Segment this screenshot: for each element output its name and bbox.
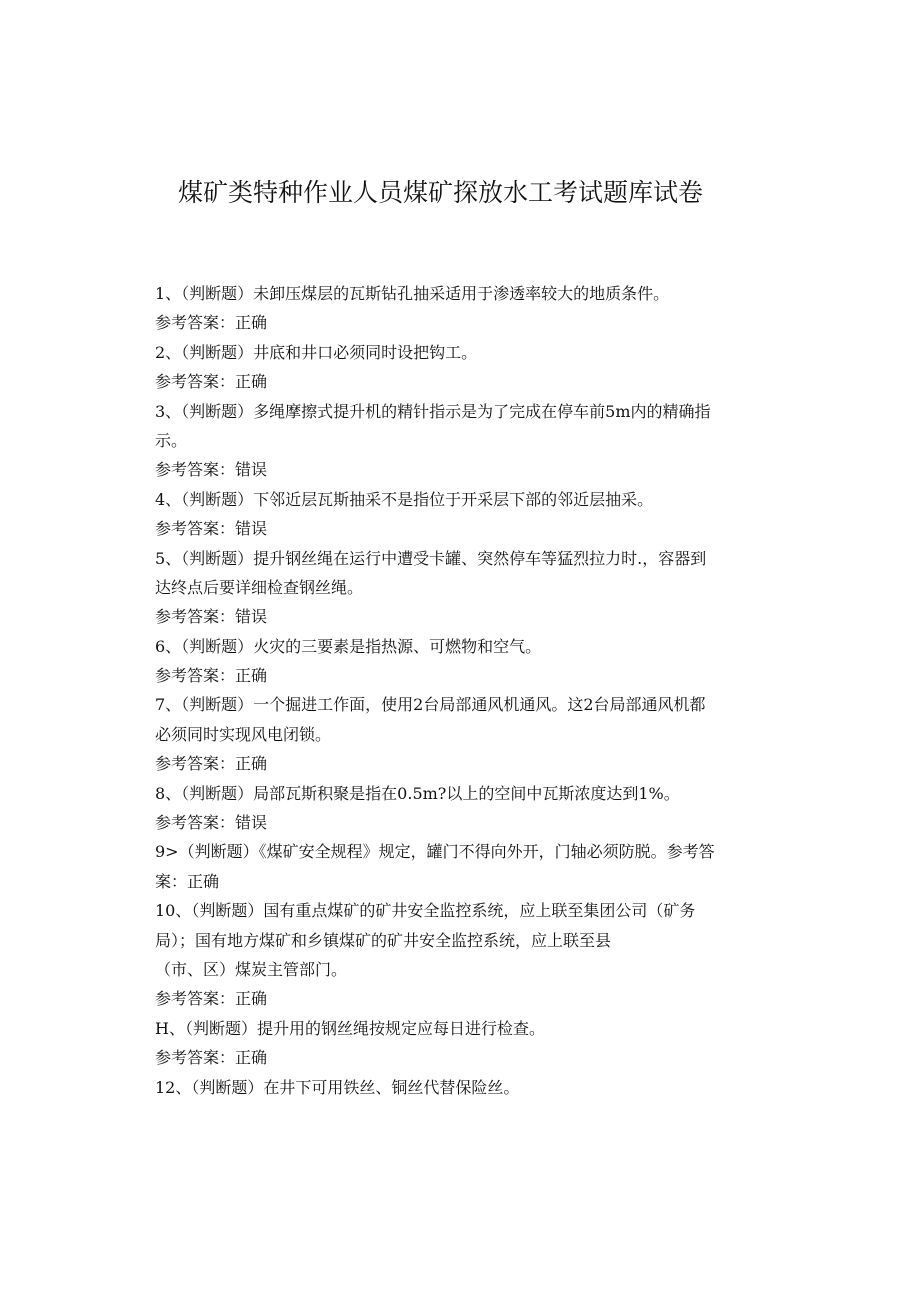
question-12: 12、（判断题）在井下可用铁丝、铜丝代替保险丝。 [155, 1077, 520, 1097]
question-2: 2、（判断题）井底和井口必须同时设把钩工。 [155, 342, 478, 362]
question-list [155, 279, 765, 1102]
question-7-line-1: 7、（判断题）一个掘进工作面，使用2台局部通风机通风。这2台局部通风机都 [155, 695, 706, 715]
question-10-line-2: 局）；国有地方煤矿和乡镇煤矿的矿井安全监控系统，应上联至县 [155, 930, 612, 950]
question-3-line-1: 3、（判断题）多绳摩擦式提升机的精针指示是为了完成在停车前5m内的精确指 [155, 401, 711, 421]
answer-2: 参考答案：正确 [155, 372, 268, 392]
question-1: 1、（判断题）未卸压煤层的瓦斯钻孔抽采适用于渗透率较大的地质条件。 [155, 284, 670, 303]
answer-6: 参考答案：正确 [155, 666, 268, 686]
answer-7: 参考答案：正确 [155, 754, 268, 774]
answer-5: 参考答案：错误 [155, 607, 268, 627]
document-title: 煤矿类特种作业人员煤矿探放水工考试题库试卷 [178, 178, 704, 207]
answer-8: 参考答案：错误 [155, 813, 268, 833]
answer-4: 参考答案：错误 [155, 519, 268, 539]
question-10-line-1: 10、（判断题）国有重点煤矿的矿井安全监控系统，应上联至集团公司（矿务 [155, 901, 696, 921]
question-3-line-2: 示。 [155, 430, 188, 450]
question-4: 4、（判断题）下邻近层瓦斯抽采不是指位于开采层下部的邻近层抽采。 [155, 489, 654, 509]
question-8: 8、（判断题）局部瓦斯积聚是指在0.5m?以上的空间中瓦斯浓度达到1%。 [155, 783, 680, 803]
question-5-line-1: 5、（判断题）提升钢丝绳在运行中遭受卡罐、突然停车等猛烈拉力时.，容器到 [155, 548, 707, 568]
question-10-line-3: （市、区）煤炭主管部门。 [155, 959, 348, 979]
question-11: H、（判断题）提升用的钢丝绳按规定应每日进行检查。 [155, 1018, 545, 1038]
answer-1: 参考答案：正确 [155, 313, 268, 333]
question-9-line-1: 9>（判断题）《煤矿安全规程》规定，罐门不得向外开，门轴必须防脱。参考答 [155, 842, 715, 862]
answer-11: 参考答案：正确 [155, 1048, 268, 1068]
question-6: 6、（判断题）火灾的三要素是指热源、可燃物和空气。 [155, 636, 542, 656]
question-5-line-2: 达终点后要详细检查钢丝绳。 [155, 577, 364, 597]
answer-10: 参考答案：正确 [155, 989, 268, 1009]
question-7-line-2: 必须同时实现风电闭锁。 [155, 724, 332, 744]
question-9-line-2: 案：正确 [155, 871, 220, 891]
answer-3: 参考答案：错误 [155, 460, 268, 480]
